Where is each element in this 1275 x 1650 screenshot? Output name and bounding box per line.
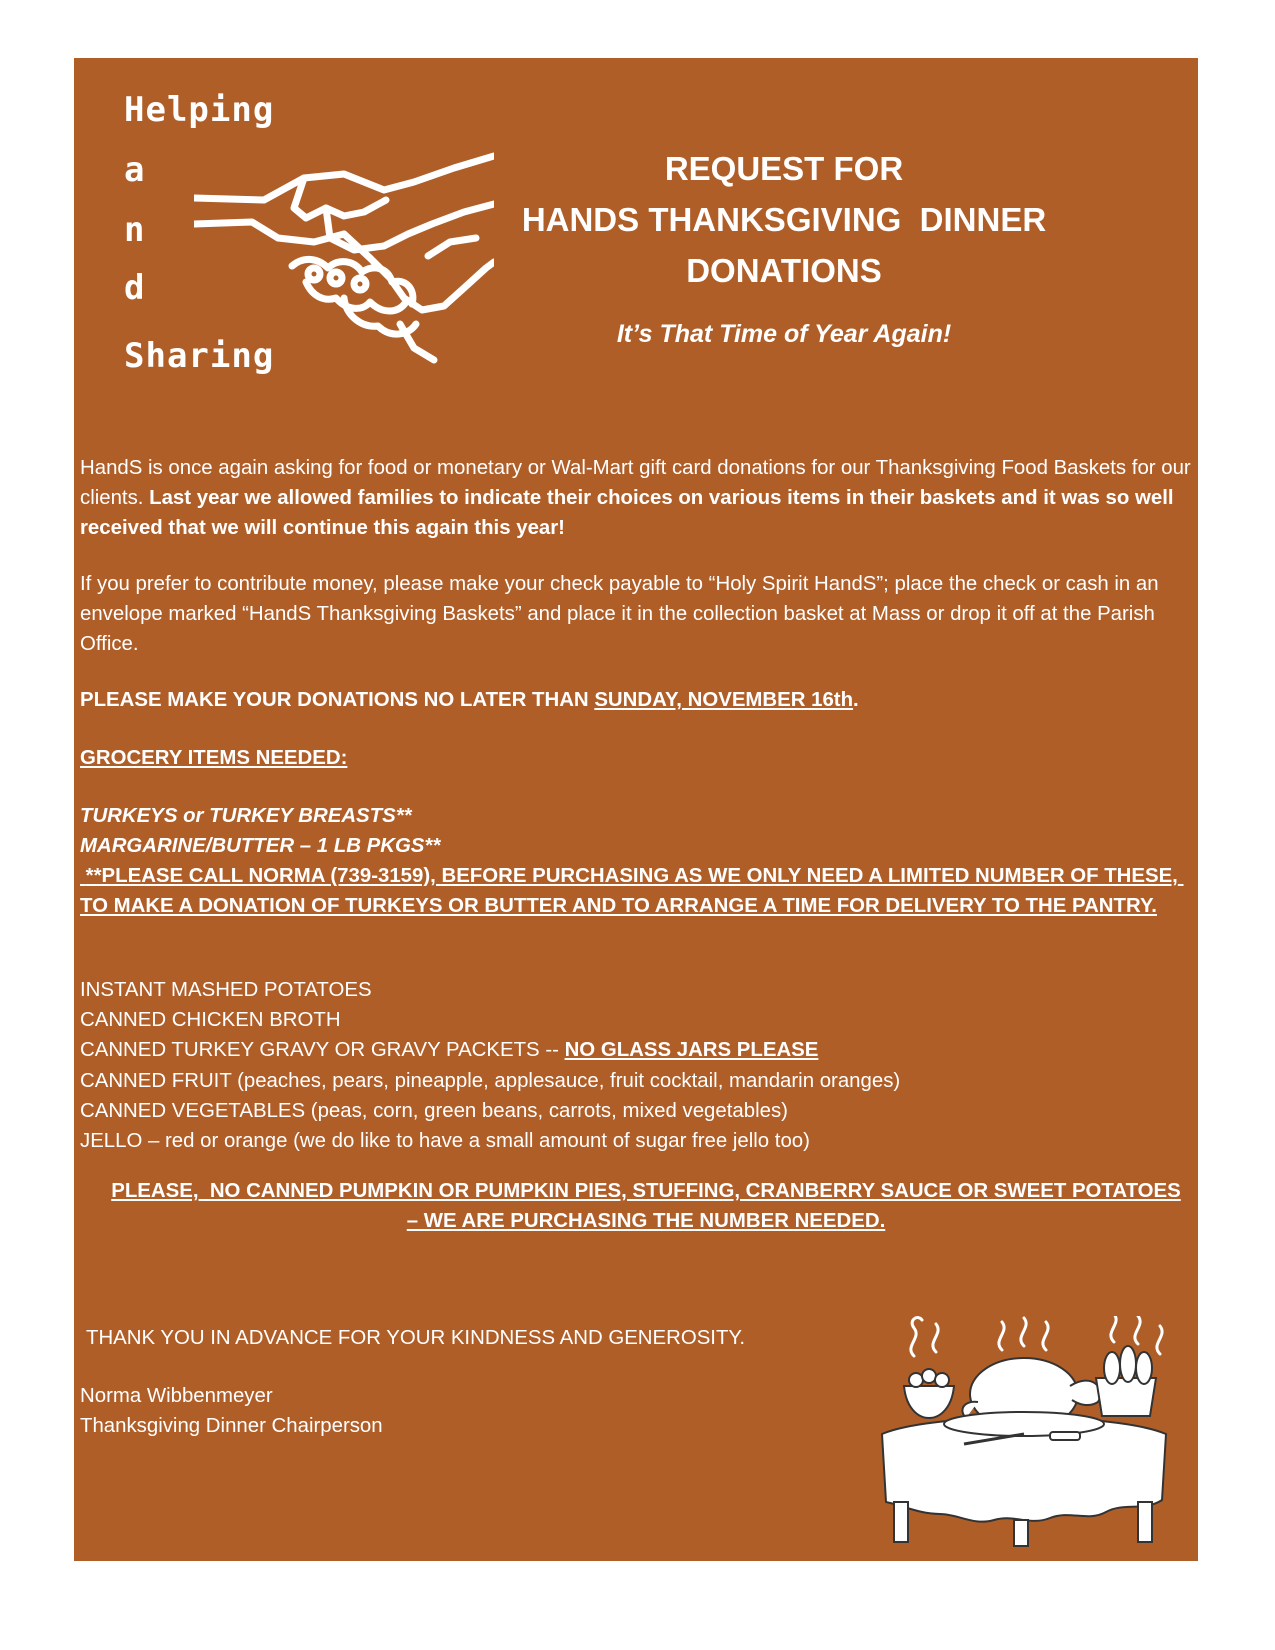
deadline-prefix: PLEASE MAKE YOUR DONATIONS NO LATER THAN (80, 689, 595, 711)
item-broth: CANNED CHICKEN BROTH (80, 1009, 341, 1032)
deadline-date: SUNDAY, NOVEMBER 16th (594, 689, 854, 711)
flyer-page (74, 58, 1198, 1561)
special-note: **PLEASE CALL NORMA (739-3159), BEFORE PURCHASING AS WE ONLY NEED A LIMITED NUMBER OF THESE, TO MAKE A DONATION OF TURKEYS OR BUTTER AND TO ARRANGE A TIME FOR DELIVERY TO THE PANTRY. (80, 865, 1184, 918)
notice-line-1: PLEASE, NO CANNED PUMPKIN OR PUMPKIN PIES, STUFFING, CRANBERRY SAUCE OR SWEET POTATOES (111, 1180, 1181, 1202)
notice-line-2: – WE ARE PURCHASING THE NUMBER NEEDED. (406, 1210, 886, 1233)
item-vegetables: CANNED VEGETABLES (peas, corn, green beans, carrots, mixed vegetables) (80, 1099, 788, 1122)
deadline-line (80, 685, 1192, 715)
item-gravy-text: CANNED TURKEY GRAVY OR GRAVY PACKETS -- (80, 1039, 565, 1062)
logo-word-d: d (124, 268, 146, 308)
handshake-icon (194, 138, 494, 368)
grocery-item-list (80, 975, 1192, 1156)
intro-bold-text: Last year we allowed families to indicate their choices on various items in their baskets and it was so well received that we will continue this again this year! (80, 487, 1174, 540)
intro-plain-text: HandS is once again asking for food or monetary or Wal-Mart gift card donations for our Thanksgiving Food Baskets for our clients. (80, 457, 1191, 510)
logo-word-a: a (124, 150, 146, 190)
title-line-1: REQUEST FOR (664, 150, 904, 187)
deadline-suffix: . (853, 689, 859, 711)
no-items-notice (80, 1176, 1192, 1236)
special-items (80, 801, 1192, 861)
item-gravy-note: NO GLASS JARS PLEASE (564, 1039, 819, 1062)
tagline: It’s That Time of Year Again! (616, 320, 952, 348)
signer-role: Thanksgiving Dinner Chairperson (80, 1415, 383, 1438)
title-block (474, 143, 1094, 296)
item-fruit: CANNED FRUIT (peaches, pears, pineapple, applesauce, fruit cocktail, mandarin oranges) (80, 1069, 901, 1092)
thank-you-line: THANK YOU IN ADVANCE FOR YOUR KINDNESS AND GENEROSITY. (86, 1327, 746, 1349)
title-line-3: DONATIONS (686, 252, 882, 289)
item-gravy (80, 1035, 1192, 1065)
helping-and-sharing-logo (124, 88, 494, 408)
logo-word-helping: Helping (124, 90, 275, 130)
money-paragraph: If you prefer to contribute money, please make your check payable to “Holy Spirit HandS”; place the check or cash in an envelope marked “HandS Thanksgiving Baskets” and place it in the collection basket at Mass or drop it off at the Parish Office. (80, 573, 1159, 656)
signer-name: Norma Wibbenmeyer (80, 1385, 273, 1407)
logo-word-sharing: Sharing (124, 336, 275, 376)
thanksgiving-dinner-icon (874, 1316, 1174, 1556)
item-potatoes: INSTANT MASHED POTATOES (80, 979, 372, 1001)
title-line-2: HANDS THANKSGIVING DINNER (521, 201, 1047, 238)
item-jello: JELLO – red or orange (we do like to have a small amount of sugar free jello too) (80, 1130, 810, 1153)
special-item-turkeys: TURKEYS or TURKEY BREASTS** (80, 805, 412, 827)
intro-paragraph (80, 453, 1192, 544)
special-item-butter: MARGARINE/BUTTER – 1 LB PKGS** (80, 835, 441, 858)
logo-word-n: n (124, 210, 146, 250)
grocery-heading: GROCERY ITEMS NEEDED: (80, 747, 348, 769)
